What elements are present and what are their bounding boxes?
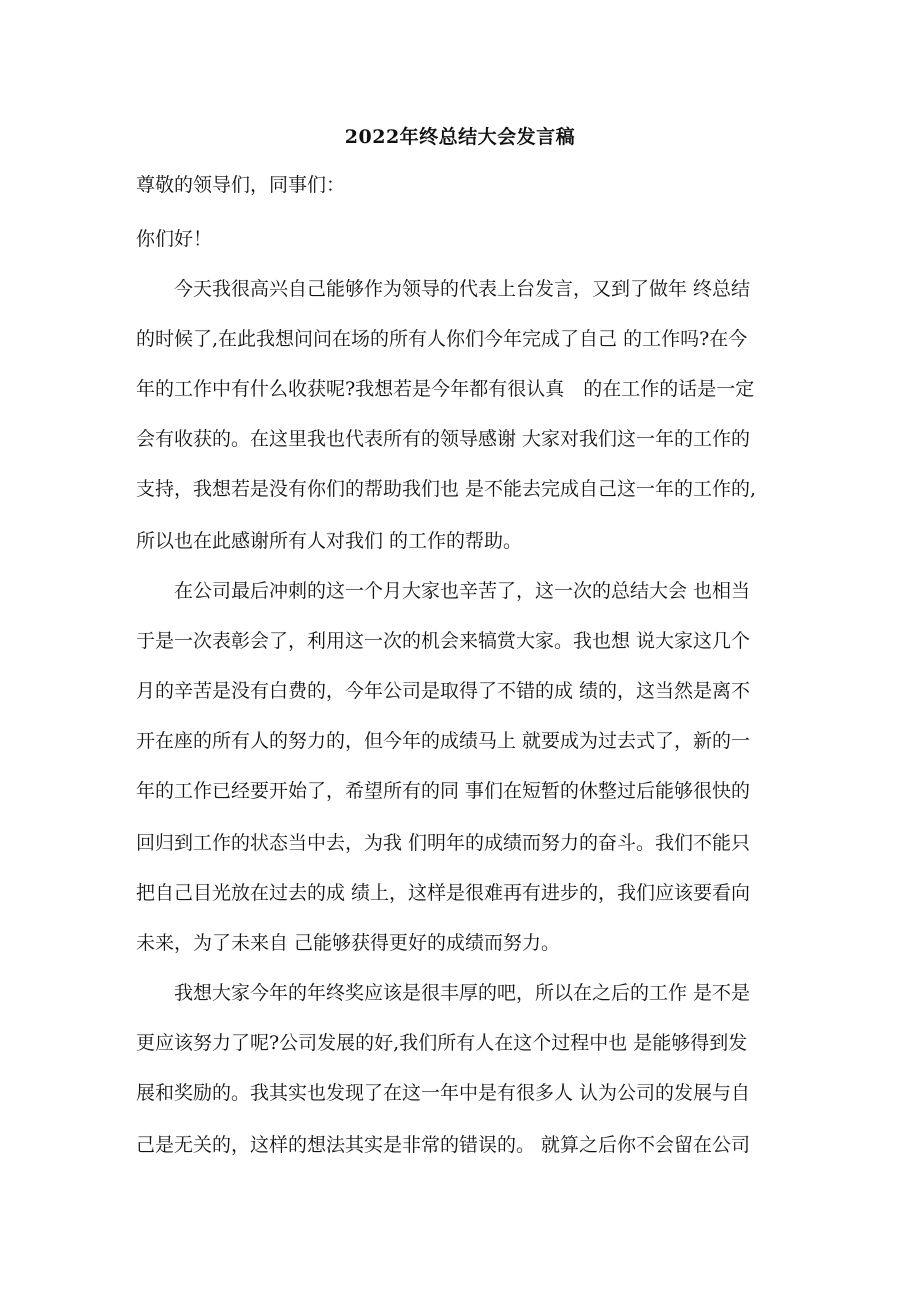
text-line: 把自己目光放在过去的成 绩上，这样是很难再有进步的，我们应该要看向 [136,882,751,904]
text-line: 己是无关的，这样的想法其实是非常的错误的。 就算之后你不会留在公司 [136,1134,751,1156]
text-line: 于是一次表彰会了，利用这一次的机会来犒赏大家。我也想 说大家这几个 [136,630,751,652]
salutation: 尊敬的领导们，同事们： [136,174,346,196]
text-line: 更应该努力了呢?公司发展的好,我们所有人在这个过程中也 是能够得到发 [136,1032,748,1054]
document-title: 2022年终总结大会发言稿 [344,126,576,148]
greeting: 你们好！ [136,228,213,250]
text-line: 展和奖励的。我其实也发现了在这一年中是有很多人 认为公司的发展与自 [136,1082,751,1104]
text-line: 的时候了,在此我想问问在场的所有人你们今年完成了自己 的工作吗?在今 [136,328,748,350]
text-line: 开在座的所有人的努力的，但今年的成绩马上 就要成为过去式了，新的一 [136,730,751,752]
text-line: 回归到工作的状态当中去，为我 们明年的成绩而努力的奋斗。我们不能只 [136,832,751,854]
text-line: 今天我很高兴自己能够作为领导的代表上台发言，又到了做年 终总结 [136,278,751,300]
text-line: 年的工作中有什么收获呢?我想若是今年都有很认真 的在工作的话是一定 [136,378,755,400]
text-line: 月的辛苦是没有白费的，今年公司是取得了不错的成 绩的，这当然是离不 [136,680,751,702]
text-line: 未来，为了未来自 己能够获得更好的成绩而努力。 [136,932,561,954]
text-line: 年的工作已经要开始了，希望所有的同 事们在短暂的休整过后能够很快的 [136,780,751,802]
text-line: 我想大家今年的年终奖应该是很丰厚的吧，所以在之后的工作 是不是 [136,982,751,1004]
text-line: 所以也在此感谢所有人对我们 的工作的帮助。 [136,530,523,552]
text-line: 支持，我想若是没有你们的帮助我们也 是不能去完成自己这一年的工作的, [136,478,757,500]
text-line: 在公司最后冲刺的这一个月大家也辛苦了，这一次的总结大会 也相当 [136,580,751,602]
text-line: 会有收获的。在这里我也代表所有的领导感谢 大家对我们这一年的工作的 [136,428,751,450]
